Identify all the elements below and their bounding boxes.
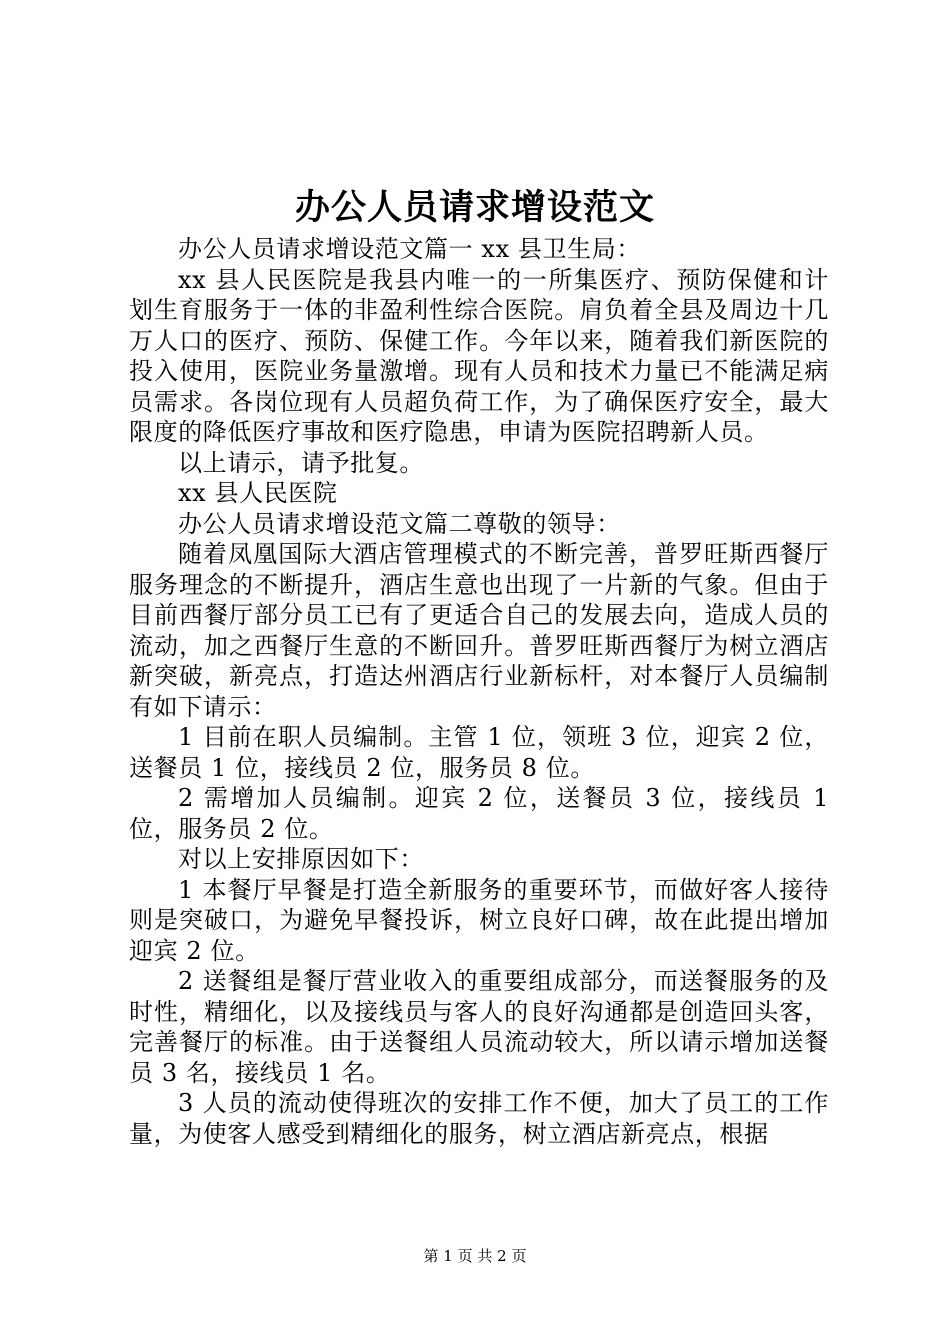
document-body <box>129 234 829 1149</box>
paragraph: 2 需增加人员编制。迎宾 2 位，送餐员 3 位，接线员 1 位，服务员 2 位。 <box>129 784 829 843</box>
paragraph: 对以上安排原因如下： <box>178 845 424 873</box>
paragraph: 以上请示，请予批复。 <box>178 448 424 477</box>
paragraph: xx 县人民医院是我县内唯一的一所集医疗、预防保健和计划生育服务于一体的非盈利性综合医院。肩负着全县及周边十几万人口的医疗、预防、保健工作。今年以来，随着我们新医院的投入使用，医院业务量激增。现有人员和技术力量已不能满足病员需求。各岗位现有人员超负荷工作，为了确保医疗安全，最大限度的降低医疗事故和医疗隐患，申请为医院招聘新人员。 <box>129 265 829 446</box>
paragraph: xx 县人民医院 <box>178 479 338 507</box>
paragraph: 办公人员请求增设范文篇二尊敬的领导： <box>178 509 621 538</box>
paragraph: 1 本餐厅早餐是打造全新服务的重要环节，而做好客人接待则是突破口，为避免早餐投诉，树立良好口碑，故在此提出增加迎宾 2 位。 <box>129 875 829 965</box>
document-title: 办公人员请求增设范文 <box>294 187 655 228</box>
paragraph: 3 人员的流动使得班次的安排工作不便，加大了员工的工作量，为使客人感受到精细化的服务，树立酒店新亮点，根据 <box>129 1089 829 1148</box>
paragraph: 2 送餐组是餐厅营业收入的重要组成部分，而送餐服务的及时性，精细化，以及接线员与客人的良好沟通都是创造回头客，完善餐厅的标准。由于送餐组人员流动较大，所以请示增加送餐员 3 名，接线员 1 名。 <box>129 967 829 1087</box>
page-number-footer: 第 1 页 共 2 页 <box>423 1247 527 1265</box>
paragraph: 随着凤凰国际大酒店管理模式的不断完善，普罗旺斯西餐厅服务理念的不断提升，酒店生意也出现了一片新的气象。但由于目前西餐厅部分员工已有了更适合自己的发展去向，造成人员的流动，加之西餐厅生意的不断回升。普罗旺斯西餐厅为树立酒店新突破，新亮点，打造达州酒店行业新标杆，对本餐厅人员编制有如下请示： <box>129 540 829 721</box>
paragraph: 办公人员请求增设范文篇一 xx 县卫生局： <box>178 235 641 263</box>
paragraph: 1 目前在职人员编制。主管 1 位，领班 3 位，迎宾 2 位，送餐员 1 位，接线员 2 位，服务员 8 位。 <box>129 723 829 782</box>
